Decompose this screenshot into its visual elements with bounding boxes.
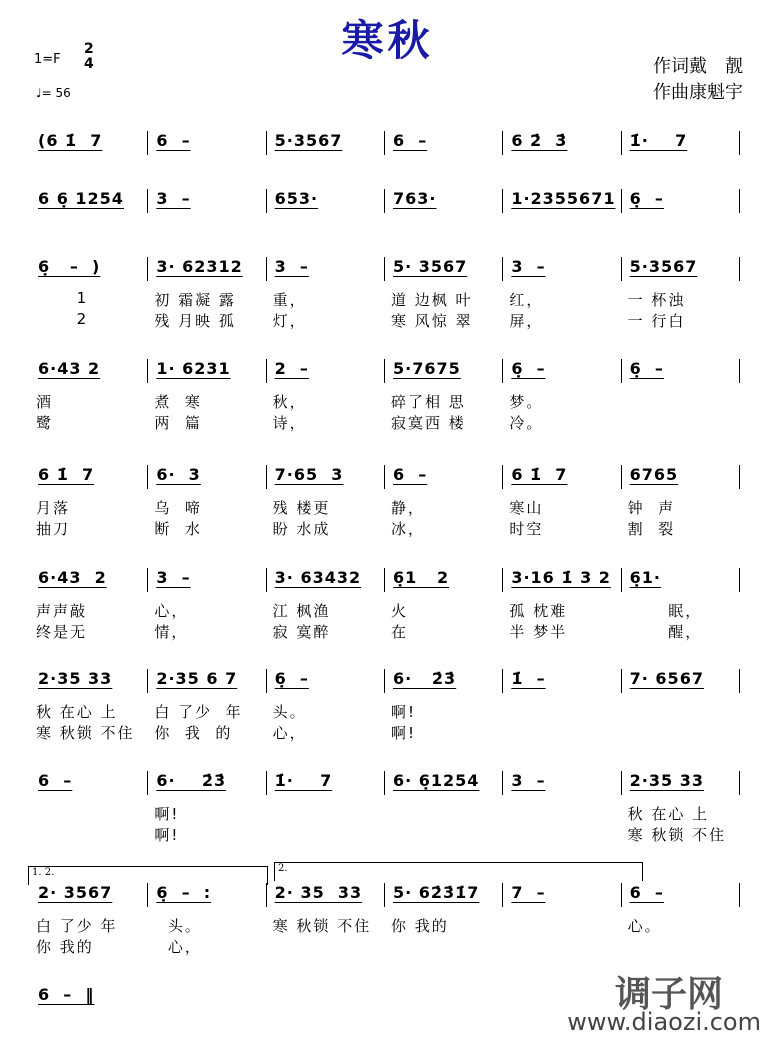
measure — [622, 189, 740, 213]
notes: 2· 35 33 — [274, 883, 363, 902]
measure — [267, 465, 385, 538]
measure — [30, 985, 140, 1009]
lyric-verse-2: 时空 — [509, 520, 544, 538]
volta-first: 1. 2. — [28, 866, 268, 885]
measure — [30, 568, 148, 641]
lyric-verse-2: 寒 秋锁 不住 — [36, 724, 135, 742]
measures — [30, 188, 740, 214]
notes: 6̣ – — [629, 189, 664, 208]
lyric-verse-1: 啊! — [154, 805, 180, 823]
lyric-verse-2: 寂 寞醉 — [272, 623, 331, 641]
notes: (6 1̇ 7 — [38, 131, 103, 150]
notes: 763· — [392, 189, 437, 208]
notes: 6 – — [629, 883, 664, 902]
lyric-verse-2: 冰， — [390, 520, 425, 538]
measure — [148, 669, 266, 742]
measure — [622, 669, 740, 693]
notes: 5· 3567 — [392, 257, 468, 276]
lyric-verse-1: 钟 声 — [627, 499, 676, 517]
lyric-verse-2: 2 — [36, 310, 89, 328]
notes: 653· — [274, 189, 319, 208]
lyric-verse-1: 梦。 — [509, 393, 544, 411]
notes: 3 – — [156, 189, 191, 208]
measures — [30, 567, 740, 641]
lyric-verse-1: 心， — [154, 602, 189, 620]
notes: 5· 62̇3̇1̇7 — [392, 883, 480, 902]
measure — [503, 771, 621, 795]
notes: 6̣1 2 — [392, 568, 450, 587]
measure — [503, 131, 621, 155]
measure — [385, 257, 503, 330]
measure — [622, 568, 740, 641]
notes: 6 – — [38, 771, 73, 790]
lyric-verse-1: 乌 啼 — [154, 499, 202, 517]
notes: 1̇ – — [511, 669, 546, 688]
lyric-verse-1: 眠， — [627, 602, 703, 620]
score-row — [30, 984, 140, 1010]
volta-second: 2. — [274, 862, 643, 881]
lyric-verse-1: 静， — [390, 499, 425, 517]
notes: 3· 63432 — [274, 568, 362, 587]
notes: 6 2̇ 3̇ — [511, 131, 568, 150]
measure — [622, 465, 740, 538]
measure — [148, 189, 266, 213]
lyric-verse-1: 道 边枫 叶 — [390, 291, 473, 309]
notes: 2·35 6 7 — [156, 669, 238, 688]
lyric-verse-2: 两 篇 — [154, 414, 202, 432]
measure — [148, 883, 266, 956]
measure — [503, 465, 621, 538]
measures — [30, 130, 740, 156]
lyric-verse-1: 一 杯浊 — [627, 291, 686, 309]
measure — [30, 131, 148, 155]
lyric-verse-2: 断 水 — [154, 520, 202, 538]
lyric-verse-1: 头。 — [272, 703, 307, 721]
notes: 6 – — [392, 131, 428, 150]
measure — [622, 883, 740, 935]
score-row — [30, 256, 740, 330]
notes: 1· 6231 — [156, 359, 231, 378]
notes: 2·35 33 — [629, 771, 704, 790]
lyric-verse-1: 啊! — [390, 703, 416, 721]
notes: 5·7675 — [392, 359, 461, 378]
lyric-verse-1: 秋 在心 上 — [36, 703, 118, 721]
score-row — [30, 668, 740, 742]
measure — [267, 359, 385, 432]
measure — [148, 465, 266, 538]
lyricist-credit: 作词戴 靓 — [653, 56, 743, 77]
lyric-verse-1: 重， — [272, 291, 307, 309]
lyric-verse-1: 酒 — [36, 393, 54, 411]
notes: 7· 6567 — [629, 669, 704, 688]
notes: 6 – — [156, 131, 191, 150]
composer-credit: 作曲康魁宇 — [653, 82, 743, 103]
measure — [622, 359, 740, 383]
lyric-verse-2: 诗， — [272, 414, 307, 432]
lyric-verse-1: 江 枫渔 — [272, 602, 331, 620]
measure — [267, 257, 385, 330]
measure — [385, 568, 503, 641]
lyric-verse-2: 终是无 — [36, 623, 88, 641]
notes: 6 1̇ 7 — [38, 465, 95, 484]
measure — [385, 465, 503, 538]
notes: 6765 — [629, 465, 679, 484]
time-sig-top: 2 — [84, 41, 94, 57]
lyric-verse-2: 寒 秋锁 不住 — [627, 826, 727, 844]
notes: 1̇· 7 — [274, 771, 333, 790]
measure — [267, 771, 385, 795]
measure — [385, 359, 503, 432]
lyric-verse-2: 心， — [154, 938, 202, 956]
measure — [385, 669, 503, 742]
key-signature: 1=F — [34, 52, 61, 67]
lyric-verse-2: 割 裂 — [627, 520, 676, 538]
notes: 1̇· 7 — [629, 131, 688, 150]
lyric-verse-1: 寒 秋锁 不住 — [272, 917, 372, 935]
measure — [385, 131, 503, 155]
lyric-verse-1: 寒山 — [509, 499, 544, 517]
lyric-verse-1: 初 霜凝 露 — [154, 291, 236, 309]
notes: 6· 6̣1254 — [392, 771, 480, 790]
measure — [148, 359, 266, 432]
measure — [503, 883, 621, 907]
measure — [267, 568, 385, 641]
score-row — [30, 188, 740, 214]
measure — [30, 771, 148, 795]
tempo-marking: ♩= 56 — [36, 86, 71, 100]
notes: 6̣ – — [274, 669, 309, 688]
lyric-verse-1: 秋 在心 上 — [627, 805, 710, 823]
lyric-verse-2: 冷。 — [509, 414, 544, 432]
lyric-verse-1: 1 — [36, 289, 89, 307]
lyric-verse-1: 红， — [509, 291, 544, 309]
notes: 1·2355671 — [511, 189, 616, 208]
time-signature — [84, 42, 94, 72]
lyric-verse-2: 屏， — [509, 312, 544, 330]
notes: 6· 2̇3̇ — [392, 669, 457, 688]
score-row — [30, 464, 740, 538]
measure — [148, 771, 266, 844]
measure — [148, 568, 266, 641]
lyric-verse-2: 啊! — [154, 826, 180, 844]
lyric-verse-2: 一 行白 — [627, 312, 686, 330]
notes: 6̣ – : — [156, 883, 212, 902]
song-title: 寒秋 — [341, 16, 434, 65]
lyric-verse-2: 残 月映 孤 — [154, 312, 236, 330]
notes: 6̣ – ) — [38, 257, 101, 276]
notes: 2· 3567 — [38, 883, 113, 902]
lyric-verse-2: 抽刀 — [36, 520, 71, 538]
notes: 7·65 3 — [274, 465, 344, 484]
lyric-verse-2: 在 — [390, 623, 408, 641]
measure — [30, 465, 148, 538]
lyric-verse-1: 残 楼更 — [272, 499, 331, 517]
score-row — [30, 567, 740, 641]
lyric-verse-1: 煮 寒 — [154, 393, 202, 411]
lyric-verse-2: 鹭 — [36, 414, 54, 432]
measure — [503, 189, 621, 213]
lyric-verse-2: 寒 风惊 翠 — [390, 312, 473, 330]
lyric-verse-2: 寂寞西 楼 — [390, 414, 466, 432]
score-row — [30, 882, 740, 956]
watermark-logo: 调子网 — [614, 974, 723, 1015]
measure — [503, 359, 621, 432]
measure — [267, 669, 385, 742]
measure — [385, 771, 503, 795]
notes: 3 – — [274, 257, 309, 276]
measures — [30, 882, 740, 956]
measure — [503, 568, 621, 641]
time-sig-bottom: 4 — [84, 56, 94, 72]
measure — [622, 771, 740, 844]
lyric-verse-2: 心， — [272, 724, 307, 742]
notes: 6·43 2 — [38, 359, 101, 378]
lyric-verse-2: 醒， — [627, 623, 703, 641]
lyric-verse-2: 半 梦半 — [509, 623, 568, 641]
notes: 5·3567 — [274, 131, 343, 150]
lyric-verse-1: 孤 枕难 — [509, 602, 568, 620]
lyric-verse-1: 白 了少 年 — [36, 917, 118, 935]
lyric-verse-1: 头。 — [154, 917, 202, 935]
measure — [267, 883, 385, 935]
measures — [30, 770, 740, 844]
measure — [385, 883, 503, 935]
notes: 3· 62312 — [156, 257, 243, 276]
measure — [267, 189, 385, 213]
lyric-verse-2: 盼 水成 — [272, 520, 331, 538]
measure — [503, 669, 621, 693]
notes: 7 – — [511, 883, 546, 902]
watermark-url: www.diaozi.com — [567, 1008, 761, 1036]
measure — [30, 669, 148, 742]
lyric-verse-2: 啊! — [390, 724, 416, 742]
measures — [30, 464, 740, 538]
notes: 5·3567 — [629, 257, 698, 276]
notes: 6̣ – — [511, 359, 546, 378]
measures — [30, 668, 740, 742]
measure — [267, 131, 385, 155]
notes: 6̣ – — [629, 359, 664, 378]
measure — [30, 883, 148, 956]
notes: 6 6̣ 1254 — [38, 189, 124, 208]
lyric-verse-1: 月落 — [36, 499, 71, 517]
score-row — [30, 358, 740, 432]
lyric-verse-2: 你 我 的 — [154, 724, 233, 742]
lyric-verse-1: 碎了相 思 — [390, 393, 466, 411]
measure — [30, 257, 148, 328]
measure — [622, 257, 740, 330]
notes: 3·16 1̇ 3 2 — [511, 568, 611, 587]
measure — [622, 131, 740, 155]
score-row — [30, 130, 740, 156]
notes: 6 – ‖ — [38, 985, 95, 1004]
notes: 6· 3 — [156, 465, 201, 484]
notes: 3 – — [156, 568, 191, 587]
notes: 6̣1· — [629, 568, 661, 587]
notes: 2·35 33 — [38, 669, 113, 688]
lyric-verse-1: 白 了少 年 — [154, 703, 243, 721]
measure — [148, 131, 266, 155]
lyric-verse-1: 声声敲 — [36, 602, 88, 620]
lyric-verse-2: 情， — [154, 623, 189, 641]
lyric-verse-2: 你 我的 — [36, 938, 94, 956]
measure — [503, 257, 621, 330]
notes: 6· 2̇3̇ — [156, 771, 227, 790]
lyric-verse-1: 心。 — [627, 917, 662, 935]
lyric-verse-1: 火 — [390, 602, 408, 620]
notes: 6 – — [392, 465, 428, 484]
measure — [30, 359, 148, 432]
notes: 6·43 2 — [38, 568, 107, 587]
lyric-verse-1: 你 我的 — [390, 917, 449, 935]
notes: 6 1̇ 7 — [511, 465, 568, 484]
lyric-verse-1: 秋， — [272, 393, 307, 411]
measures — [30, 358, 740, 432]
score-row — [30, 770, 740, 844]
lyric-verse-2: 灯， — [272, 312, 307, 330]
measure — [385, 189, 503, 213]
measure — [30, 189, 148, 213]
notes: 2 – — [274, 359, 309, 378]
notes: 3 – — [511, 771, 546, 790]
notes: 3 – — [511, 257, 546, 276]
measures — [30, 256, 740, 330]
measure — [148, 257, 266, 330]
measures — [30, 984, 140, 1010]
